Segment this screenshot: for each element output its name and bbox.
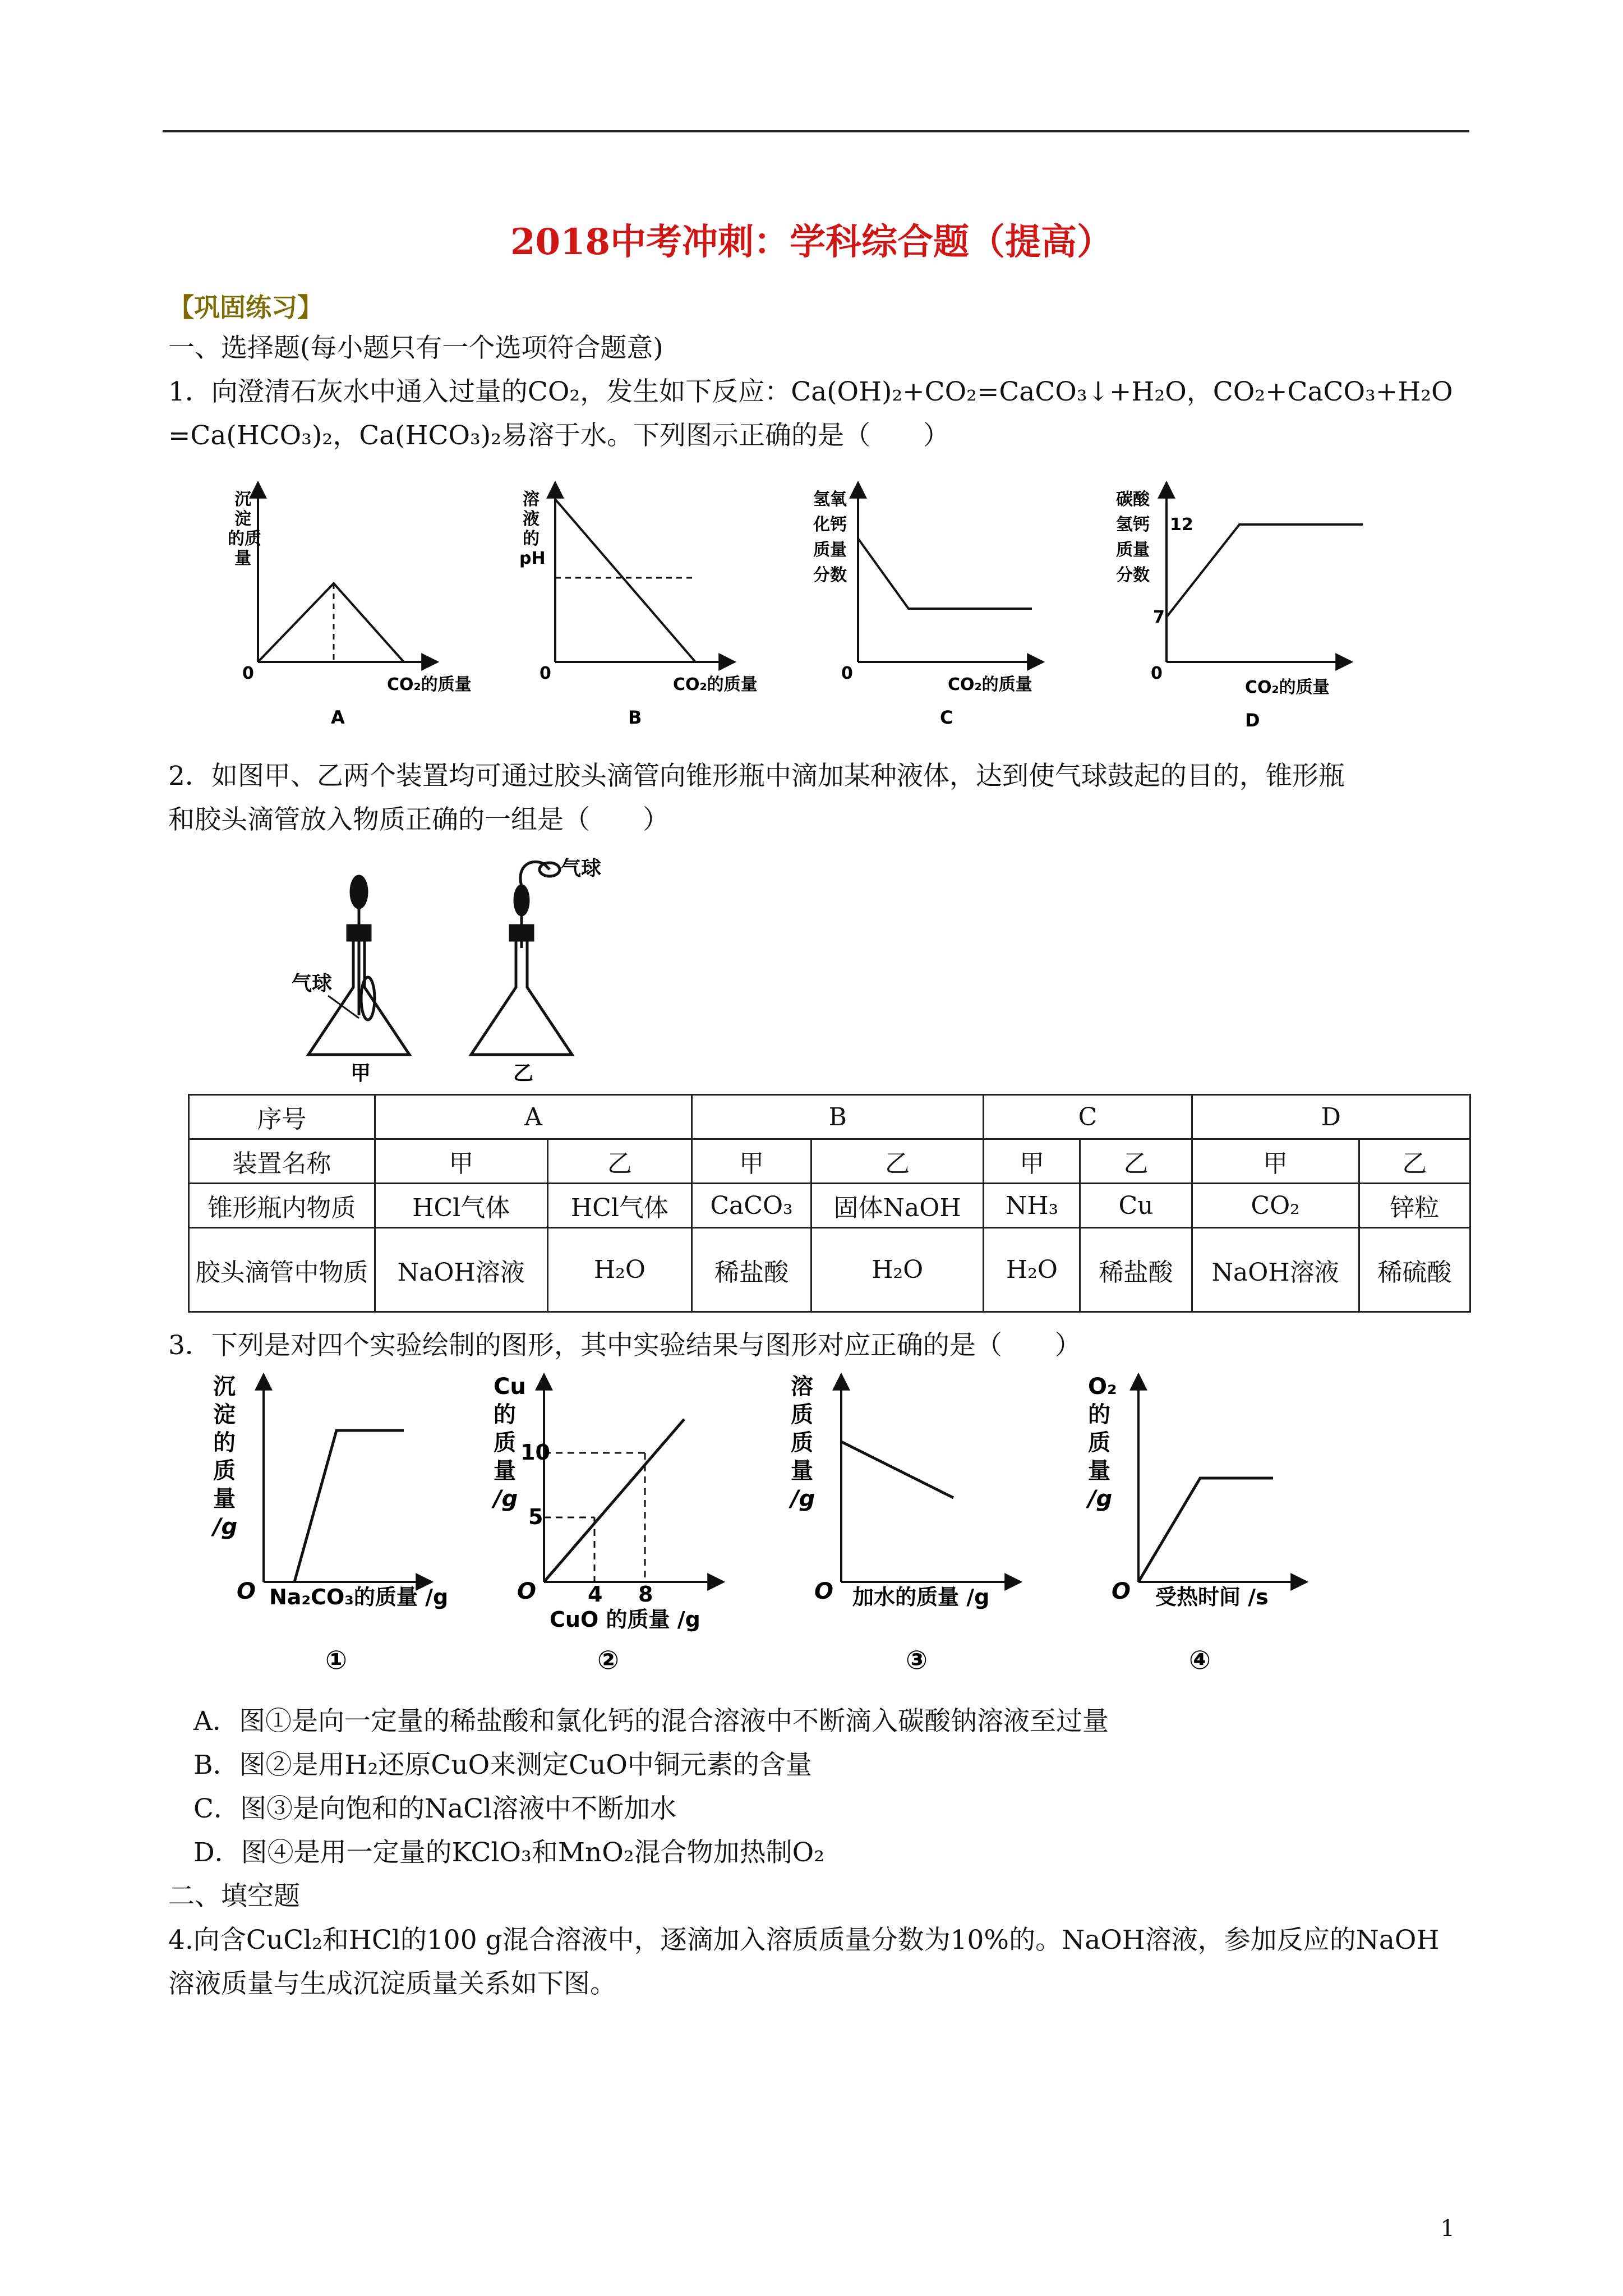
graph-1-ylabel-1: 沉 [213,1374,236,1400]
page-title: 2018中考冲刺：学科综合题（提高） [510,221,1113,263]
graph-4-ylabel-2: 的 [1088,1402,1110,1428]
table-cell: H₂O [811,1228,984,1312]
table-row [189,1184,1470,1228]
graph-2-ylabel-3: 质 [494,1430,516,1456]
part2-heading: 二、填空题 [168,1881,300,1912]
table-cell: NaOH溶液 [375,1228,547,1312]
graph-d-letter: D [1245,710,1260,731]
table-cell: H₂O [547,1228,692,1312]
q4-line1: 4.向含CuCl₂和HCl的100 g混合溶液中，逐滴加入溶质质量分数为10%的。NaOH溶液，参加反应的NaOH [168,1925,1440,1955]
graph-c-ylabel-2: 化钙 [813,515,847,535]
graph-4 [1086,1374,1307,1675]
graph-b-letter: B [628,707,642,728]
table-cell: NH₃ [984,1184,1080,1228]
graph-3-origin: O [814,1579,834,1604]
table-row [189,1095,1470,1139]
graph-a-letter: A [331,707,345,728]
graph-c-letter: C [940,707,953,728]
table-cell: 装置名称 [189,1139,375,1184]
q2-apparatus [269,847,662,1088]
graph-1-origin: O [237,1579,256,1604]
graph-2-origin: O [517,1579,537,1604]
graph-d-tick-7: 7 [1153,608,1165,627]
q3-option-b: B．图②是用H₂还原CuO来测定CuO中铜元素的含量 [193,1750,812,1780]
graph-b [519,482,758,728]
graph-d-tick-12: 12 [1170,515,1193,535]
table-cell: 乙 [547,1139,692,1184]
graph-d-ylabel-2: 氢钙 [1116,515,1150,535]
table-cell: 锥形瓶内物质 [189,1184,375,1228]
q1-line1: 1．向澄清石灰水中通入过量的CO₂，发生如下反应：Ca(OH)₂+CO₂=CaCO₃↓+H₂O，CO₂+CaCO₃+H₂O [168,376,1453,407]
q2-line1: 2．如图甲、乙两个装置均可通过胶头滴管向锥形瓶中滴加某种液体，达到使气球鼓起的目的，锥形瓶 [168,761,1345,792]
graph-2-ylabel-5: /g [494,1486,518,1512]
graph-1-ylabel-2: 淀 [213,1402,236,1428]
graph-d-ylabel-3: 质量 [1116,540,1150,560]
graph-a-ylabel-1: 沉 [234,490,251,509]
graph-d-ylabel-1: 碳酸 [1116,490,1150,509]
graph-c-ylabel-1: 氢氧 [813,490,847,509]
graph-2-ytick-5: 5 [528,1504,543,1529]
graph-d-origin: 0 [1151,664,1163,683]
graph-d-curve [1166,524,1363,617]
graph-3-ylabel-4: 量 [791,1458,813,1484]
q4-line2: 溶液质量与生成沉淀质量关系如下图。 [168,1968,616,1999]
graph-c-ylabel-4: 分数 [813,565,847,585]
section-label: 【巩固练习】 [168,292,323,323]
graph-4-xlabel: 受热时间 /s [1155,1585,1269,1609]
graph-3-ylabel-1: 溶 [791,1374,813,1400]
table-row [189,1228,1470,1312]
page-number: 1 [1440,2216,1455,2242]
q3-graphs [208,1369,1385,1683]
graph-b-curve [555,499,695,662]
graph-2-ytick-10: 10 [520,1440,550,1465]
q3-option-c: C．图③是向饱和的NaCl溶液中不断加水 [193,1793,677,1824]
graph-c-origin: 0 [841,664,853,683]
graph-a-ylabel-2: 淀 [234,509,251,529]
graph-3-ylabel-5: /g [791,1486,815,1512]
balloon-label-left: 气球 [292,972,333,995]
graph-2-num: ② [597,1645,619,1675]
graph-2-xtick-8: 8 [638,1582,653,1607]
table-cell: 稀盐酸 [692,1228,811,1312]
graph-4-num: ④ [1189,1645,1211,1675]
graph-1-ylabel-4: 质 [213,1458,236,1484]
table-cell: Cu [1080,1184,1192,1228]
flask-jia-label: 甲 [351,1062,371,1085]
q3-option-d: D．图④是用一定量的KClO₃和MnO₂混合物加热制O₂ [193,1837,825,1868]
graph-d [1116,482,1363,731]
table-cell: 甲 [375,1139,547,1184]
graph-b-ylabel-1: 溶 [523,490,540,509]
table-cell: 稀硫酸 [1359,1228,1470,1312]
graph-2-ylabel-4: 量 [494,1458,516,1484]
graph-a-ylabel-4: 量 [234,549,251,568]
graph-4-ylabel-5: /g [1088,1486,1113,1512]
flask-yi-label: 乙 [513,1062,534,1085]
graph-a-xlabel: CO₂的质量 [387,675,472,694]
graph-4-origin: O [1112,1579,1131,1604]
graph-4-ylabel-3: 质 [1088,1430,1110,1456]
graph-3-xlabel: 加水的质量 /g [852,1585,990,1609]
graph-a [228,482,472,728]
table-cell: 锌粒 [1359,1184,1470,1228]
graph-1-ylabel-5: 量 [213,1486,236,1512]
graph-4-ylabel-1: O₂ [1088,1374,1117,1400]
graph-2-ylabel-2: 的 [494,1402,516,1428]
graph-c [813,482,1043,728]
graph-b-xlabel: CO₂的质量 [673,675,758,694]
graph-c-curve [858,539,1032,609]
options-table [188,1094,1471,1313]
table-cell: NaOH溶液 [1192,1228,1359,1312]
flask-yi [471,862,572,1055]
graph-3-ylabel-2: 质 [791,1402,813,1428]
graph-2-xtick-4: 4 [588,1582,603,1607]
graph-3-ylabel-3: 质 [791,1430,813,1456]
q2-line2: 和胶头滴管放入物质正确的一组是（ ） [168,804,669,835]
table-cell: 甲 [692,1139,811,1184]
graph-b-ylabel-4: pH [519,549,546,568]
graph-c-xlabel: CO₂的质量 [948,675,1032,694]
table-cell: 乙 [1080,1139,1192,1184]
graph-2-ylabel-1: Cu [494,1374,526,1400]
table-cell: CaCO₃ [692,1184,811,1228]
table-cell: 胶头滴管中物质 [189,1228,375,1312]
table-cell: H₂O [984,1228,1080,1312]
table-cell: C [984,1095,1192,1139]
graph-1-xlabel: Na₂CO₃的质量 /g [269,1585,449,1609]
graph-4-curve [1138,1478,1273,1582]
table-cell: 序号 [189,1095,375,1139]
graph-b-ylabel-3: 的 [523,529,540,549]
q3-line1: 3．下列是对四个实验绘制的图形，其中实验结果与图形对应正确的是（ ） [168,1330,1081,1361]
graph-b-origin: 0 [540,664,551,683]
table-cell: 甲 [1192,1139,1359,1184]
q1-line2: =Ca(HCO₃)₂，Ca(HCO₃)₂易溶于水。下列图示正确的是（ ） [168,420,950,451]
table-cell: D [1192,1095,1470,1139]
table-cell: HCl气体 [375,1184,547,1228]
header-rule [163,130,1469,132]
graph-a-curve [258,583,404,662]
table-cell: HCl气体 [547,1184,692,1228]
graph-2-xlabel: CuO 的质量 /g [550,1607,700,1632]
graph-a-ylabel-3: 的质 [228,529,261,549]
graph-d-ylabel-4: 分数 [1116,565,1150,585]
table-cell: CO₂ [1192,1184,1359,1228]
graph-d-xlabel: CO₂的质量 [1245,678,1330,697]
graph-1-num: ① [325,1645,347,1675]
table-cell: 甲 [984,1139,1080,1184]
graph-b-ylabel-2: 液 [523,509,540,529]
flask-jia [308,876,409,1055]
table-cell: 乙 [811,1139,984,1184]
part1-heading: 一、选择题(每小题只有一个选项符合题意) [168,333,663,364]
table-cell: B [692,1095,984,1139]
q3-option-a: A．图①是向一定量的稀盐酸和氯化钙的混合溶液中不断滴入碳酸钠溶液至过量 [193,1706,1109,1737]
table-cell: 稀盐酸 [1080,1228,1192,1312]
balloon-label-right: 气球 [561,857,602,880]
q1-graphs [213,471,1447,740]
table-cell: 乙 [1359,1139,1470,1184]
graph-4-ylabel-4: 量 [1088,1458,1110,1484]
graph-1-curve [294,1430,404,1582]
graph-3 [789,1374,1021,1675]
table-cell: 固体NaOH [811,1184,984,1228]
table-row [189,1139,1470,1184]
graph-1-ylabel-6: /g [213,1514,238,1540]
table-cell: A [375,1095,691,1139]
graph-c-ylabel-3: 质量 [813,540,847,560]
graph-2-curve [544,1419,684,1582]
graph-a-origin: 0 [242,664,254,683]
graph-1-ylabel-3: 的 [213,1430,236,1456]
graph-3-num: ③ [906,1645,928,1675]
graph-1 [211,1374,448,1675]
graph-2 [491,1374,723,1675]
graph-3-curve [841,1442,953,1498]
